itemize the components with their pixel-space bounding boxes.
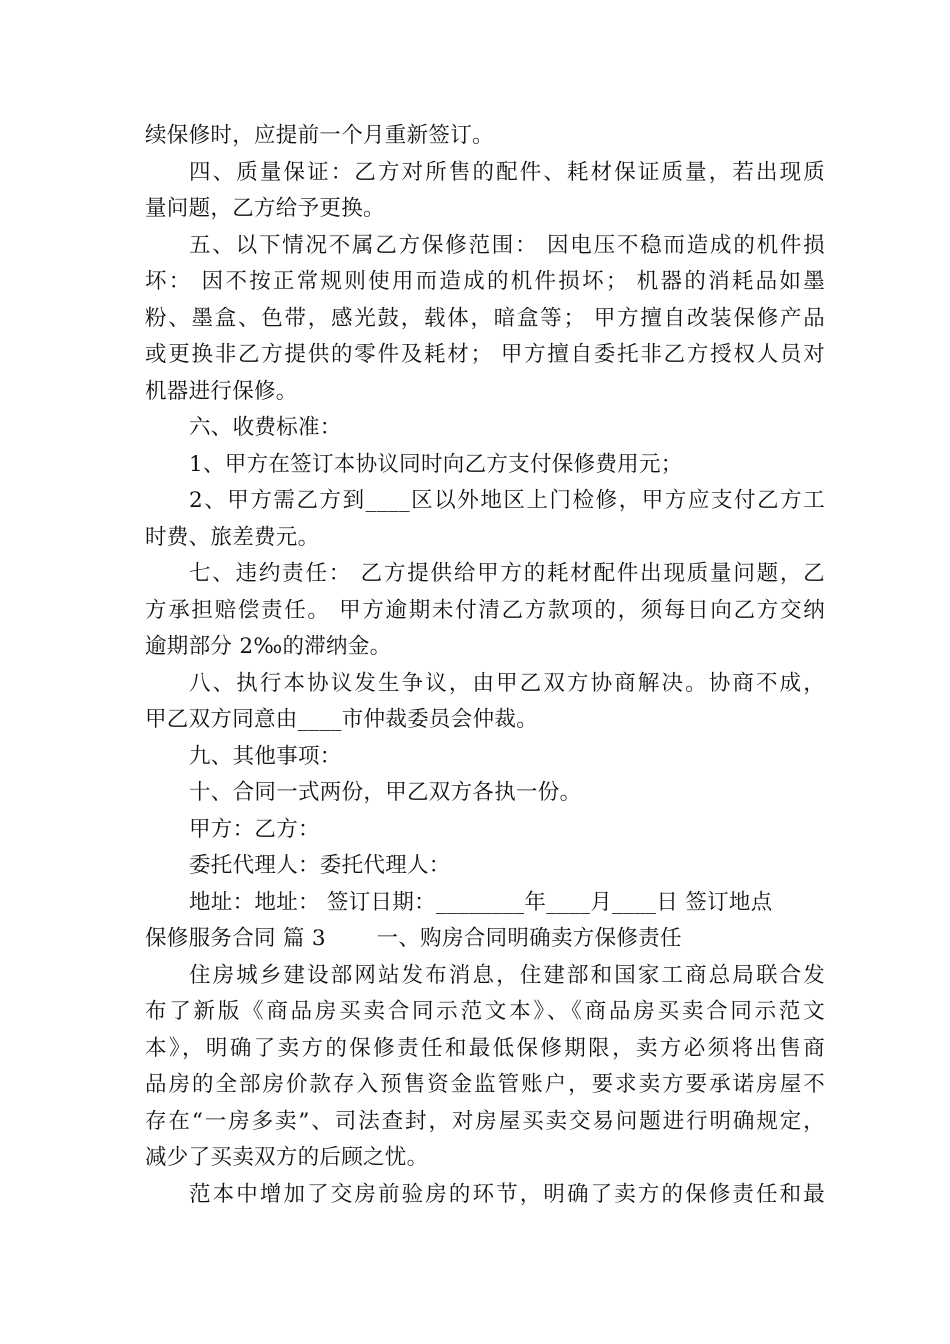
text-line: 或更换非乙方提供的零件及耗材； 甲方擅自委托非乙方授权人员对: [145, 342, 825, 367]
text-line: 粉、墨盒、色带，感光鼓，载体，暗盒等； 甲方擅自改装保修产品: [145, 305, 825, 331]
text-line: 四、质量保证：乙方对所售的配件、耗材保证质量，若出现质: [189, 159, 825, 185]
document-body: [145, 118, 825, 1213]
text-line: 存在“一房多卖”、司法查封，对房屋买卖交易问题进行明确规定，: [145, 1108, 825, 1134]
text-line: 范本中增加了交房前验房的环节，明确了卖方的保修责任和最: [189, 1181, 825, 1207]
text-line: 九、其他事项：: [189, 743, 342, 769]
text-line: 甲乙双方同意由____市仲裁委员会仲裁。: [145, 707, 539, 732]
text-line: 十、合同一式两份，甲乙双方各执一份。: [189, 780, 582, 805]
text-line: 本》，明确了卖方的保修责任和最低保修期限，卖方必须将出售商: [145, 1035, 825, 1061]
text-line: 八、执行本协议发生争议，由甲乙双方协商解决。协商不成，: [189, 670, 825, 696]
text-line: 机器进行保修。: [145, 378, 298, 404]
text-line: 续保修时，应提前一个月重新签订。: [145, 123, 494, 148]
text-line: 住房城乡建设部网站发布消息，住建部和国家工商总局联合发: [189, 962, 825, 988]
text-line: 七、违约责任： 乙方提供给甲方的耗材配件出现质量问题，乙: [189, 561, 825, 586]
text-line: 方承担赔偿责任。 甲方逾期未付清乙方款项的，须每日向乙方交纳: [145, 597, 825, 623]
text-line: 坏： 因不按正常规则使用而造成的机件损坏； 机器的消耗品如墨: [145, 269, 825, 294]
text-line: 五、以下情况不属乙方保修范围： 因电压不稳而造成的机件损: [189, 232, 825, 258]
section-heading-line: 保修服务合同 篇 3 一、购房合同明确卖方保修责任: [145, 926, 682, 951]
text-line: 品房的全部房价款存入预售资金监管账户，要求卖方要承诺房屋不: [145, 1072, 825, 1097]
text-line: 1、甲方在签订本协议同时向乙方支付保修费用元；: [189, 451, 683, 477]
text-line: 量问题，乙方给予更换。: [145, 196, 385, 221]
text-line: 地址：地址： 签订日期：________年____月____日 签订地点: [189, 889, 773, 915]
text-line: 委托代理人：委托代理人：: [189, 853, 451, 878]
text-line: 减少了买卖双方的后顾之忧。: [145, 1145, 429, 1170]
text-line: 六、收费标准：: [189, 415, 342, 440]
text-line: 2、甲方需乙方到____区以外地区上门检修，甲方应支付乙方工: [189, 488, 825, 513]
text-line: 逾期部分 2‰的滞纳金。: [145, 634, 392, 659]
text-line: 布了新版《商品房买卖合同示范文本》、《商品房买卖合同示范文: [145, 999, 825, 1024]
text-line: 甲方：乙方：: [189, 816, 320, 842]
text-line: 时费、旅差费元。: [145, 524, 320, 550]
